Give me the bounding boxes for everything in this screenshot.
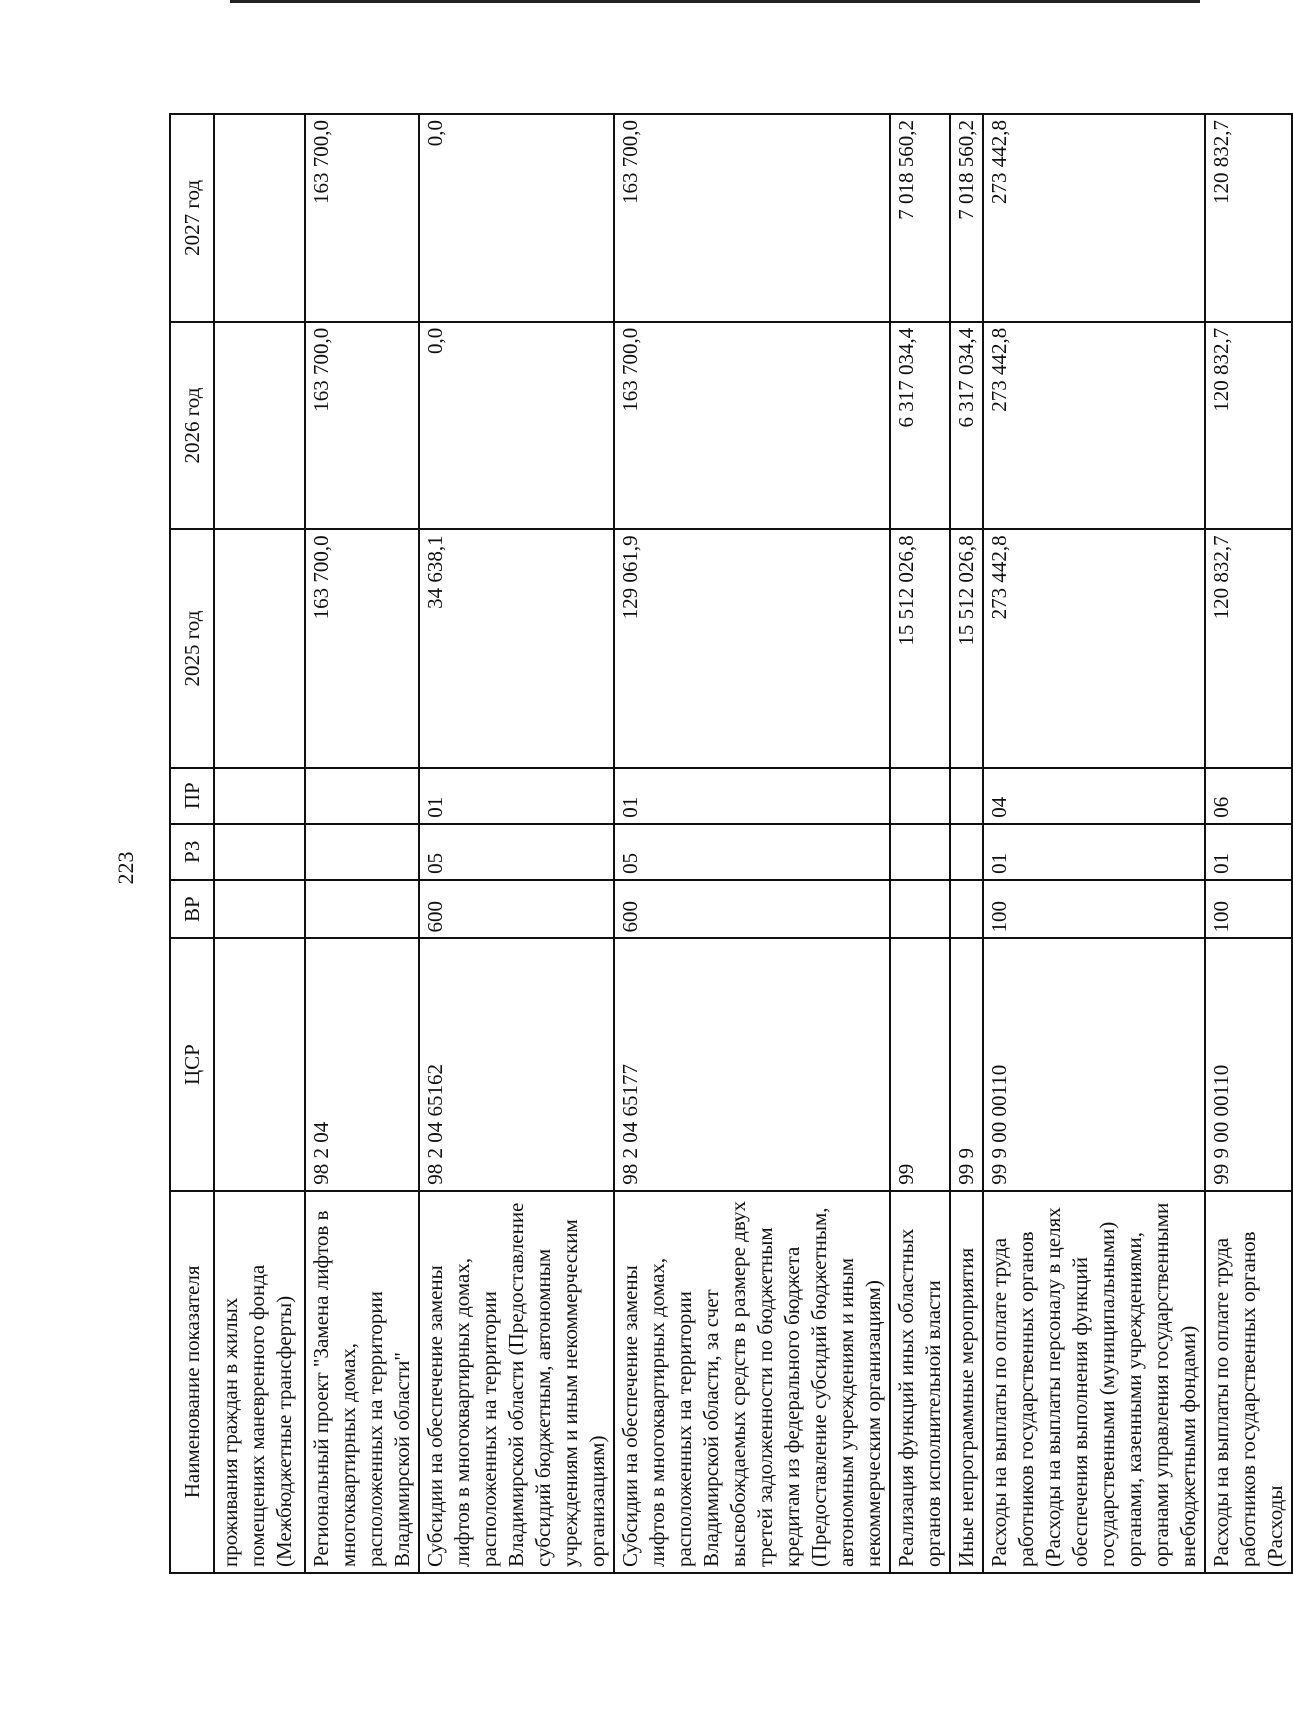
table-row [305, 114, 419, 1573]
row-name: проживания граждан в жилых помещениях маневренного фонда (Межбюджетные трансферты) [214, 1191, 305, 1573]
row-vr [305, 880, 419, 939]
row-rz [305, 824, 419, 880]
row-csr [214, 938, 305, 1190]
row-csr: 99 9 00 00110 [1205, 938, 1292, 1190]
row-pr: 04 [983, 768, 1205, 824]
row-csr: 99 9 00 00110 [983, 938, 1205, 1190]
header-rz: РЗ [170, 824, 214, 880]
table-frame [169, 113, 1287, 1574]
row-csr: 98 2 04 65177 [614, 938, 890, 1190]
header-csr: ЦСР [170, 938, 214, 1190]
row-2026: 6 317 034,4 [890, 322, 950, 530]
row-csr: 99 [890, 938, 950, 1190]
row-2026: 120 832,7 [1205, 322, 1292, 530]
row-2027: 7 018 560,2 [890, 114, 950, 322]
row-name: Иные непрограммные мероприятия [950, 1191, 983, 1573]
row-pr [950, 768, 983, 824]
header-2027: 2027 год [170, 114, 214, 322]
row-2025: 129 061,9 [614, 529, 890, 767]
row-2027: 273 442,8 [983, 114, 1205, 322]
row-name: Субсидии на обеспечение замены лифтов в многоквартирных домах, расположенных на территории Владимирской области, за счет высвобождаемых средств в размере двух третей задолженности по бюджетным кредитам из федерального бюджета (Предоставление субсидий бюджетным, автономным учреждениям и иным некоммерческим организациям) [614, 1191, 890, 1573]
row-vr [950, 880, 983, 939]
row-2027: 163 700,0 [614, 114, 890, 322]
row-rz: 01 [983, 824, 1205, 880]
row-2025: 163 700,0 [305, 529, 419, 767]
row-2027: 163 700,0 [305, 114, 419, 322]
row-name: Расходы на выплаты по оплате труда работников государственных органов (Расходы [1205, 1191, 1292, 1573]
row-2025: 273 442,8 [983, 529, 1205, 767]
row-2026: 6 317 034,4 [950, 322, 983, 530]
row-rz: 05 [419, 824, 614, 880]
row-vr: 100 [1205, 880, 1292, 939]
row-name: Реализация функций иных областных органов исполнительной власти [890, 1191, 950, 1573]
row-2026: 163 700,0 [305, 322, 419, 530]
row-pr [890, 768, 950, 824]
row-vr [214, 880, 305, 939]
row-vr: 600 [419, 880, 614, 939]
row-vr: 600 [614, 880, 890, 939]
row-rz [950, 824, 983, 880]
row-pr [214, 768, 305, 824]
row-pr [305, 768, 419, 824]
top-rule [230, 0, 1200, 3]
row-2025: 120 832,7 [1205, 529, 1292, 767]
row-2025: 34 638,1 [419, 529, 614, 767]
row-2026 [214, 322, 305, 530]
budget-table [169, 113, 1293, 1574]
header-2026: 2026 год [170, 322, 214, 530]
row-2026: 0,0 [419, 322, 614, 530]
header-name: Наименование показателя [170, 1191, 214, 1573]
row-pr: 01 [614, 768, 890, 824]
table-row [214, 114, 305, 1573]
row-2026: 163 700,0 [614, 322, 890, 530]
table-row [950, 114, 983, 1573]
row-2027: 0,0 [419, 114, 614, 322]
table-row [419, 114, 614, 1573]
header-vr: ВР [170, 880, 214, 939]
row-rz: 05 [614, 824, 890, 880]
row-2026: 273 442,8 [983, 322, 1205, 530]
row-csr: 98 2 04 [305, 938, 419, 1190]
table-row [983, 114, 1205, 1573]
row-csr: 99 9 [950, 938, 983, 1190]
table-header-row [170, 114, 214, 1573]
header-2025: 2025 год [170, 529, 214, 767]
row-2027: 7 018 560,2 [950, 114, 983, 322]
row-2025 [214, 529, 305, 767]
row-vr: 100 [983, 880, 1205, 939]
row-2027 [214, 114, 305, 322]
row-name: Расходы на выплаты по оплате труда работников государственных органов (Расходы на выплаты персоналу в целях обеспечения выполнения функций государственными (муниципальными) органами, казенными учреждениями, органами управления государственными внебюджетными фондами) [983, 1191, 1205, 1573]
row-pr: 06 [1205, 768, 1292, 824]
row-pr: 01 [419, 768, 614, 824]
table-row [1205, 114, 1292, 1573]
row-name: Региональный проект "Замена лифтов в многоквартирных домах, расположенных на территории Владимирской области" [305, 1191, 419, 1573]
page-number: 223 [113, 851, 138, 885]
row-name: Субсидии на обеспечение замены лифтов в многоквартирных домах, расположенных на территории Владимирской области (Предоставление субсидий бюджетным, автономным учреждениям и иным некоммерческим организациям) [419, 1191, 614, 1573]
row-rz [214, 824, 305, 880]
row-rz: 01 [1205, 824, 1292, 880]
row-rz [890, 824, 950, 880]
row-vr [890, 880, 950, 939]
table-row [614, 114, 890, 1573]
row-2025: 15 512 026,8 [950, 529, 983, 767]
row-csr: 98 2 04 65162 [419, 938, 614, 1190]
header-pr: ПР [170, 768, 214, 824]
row-2025: 15 512 026,8 [890, 529, 950, 767]
row-2027: 120 832,7 [1205, 114, 1292, 322]
table-row [890, 114, 950, 1573]
